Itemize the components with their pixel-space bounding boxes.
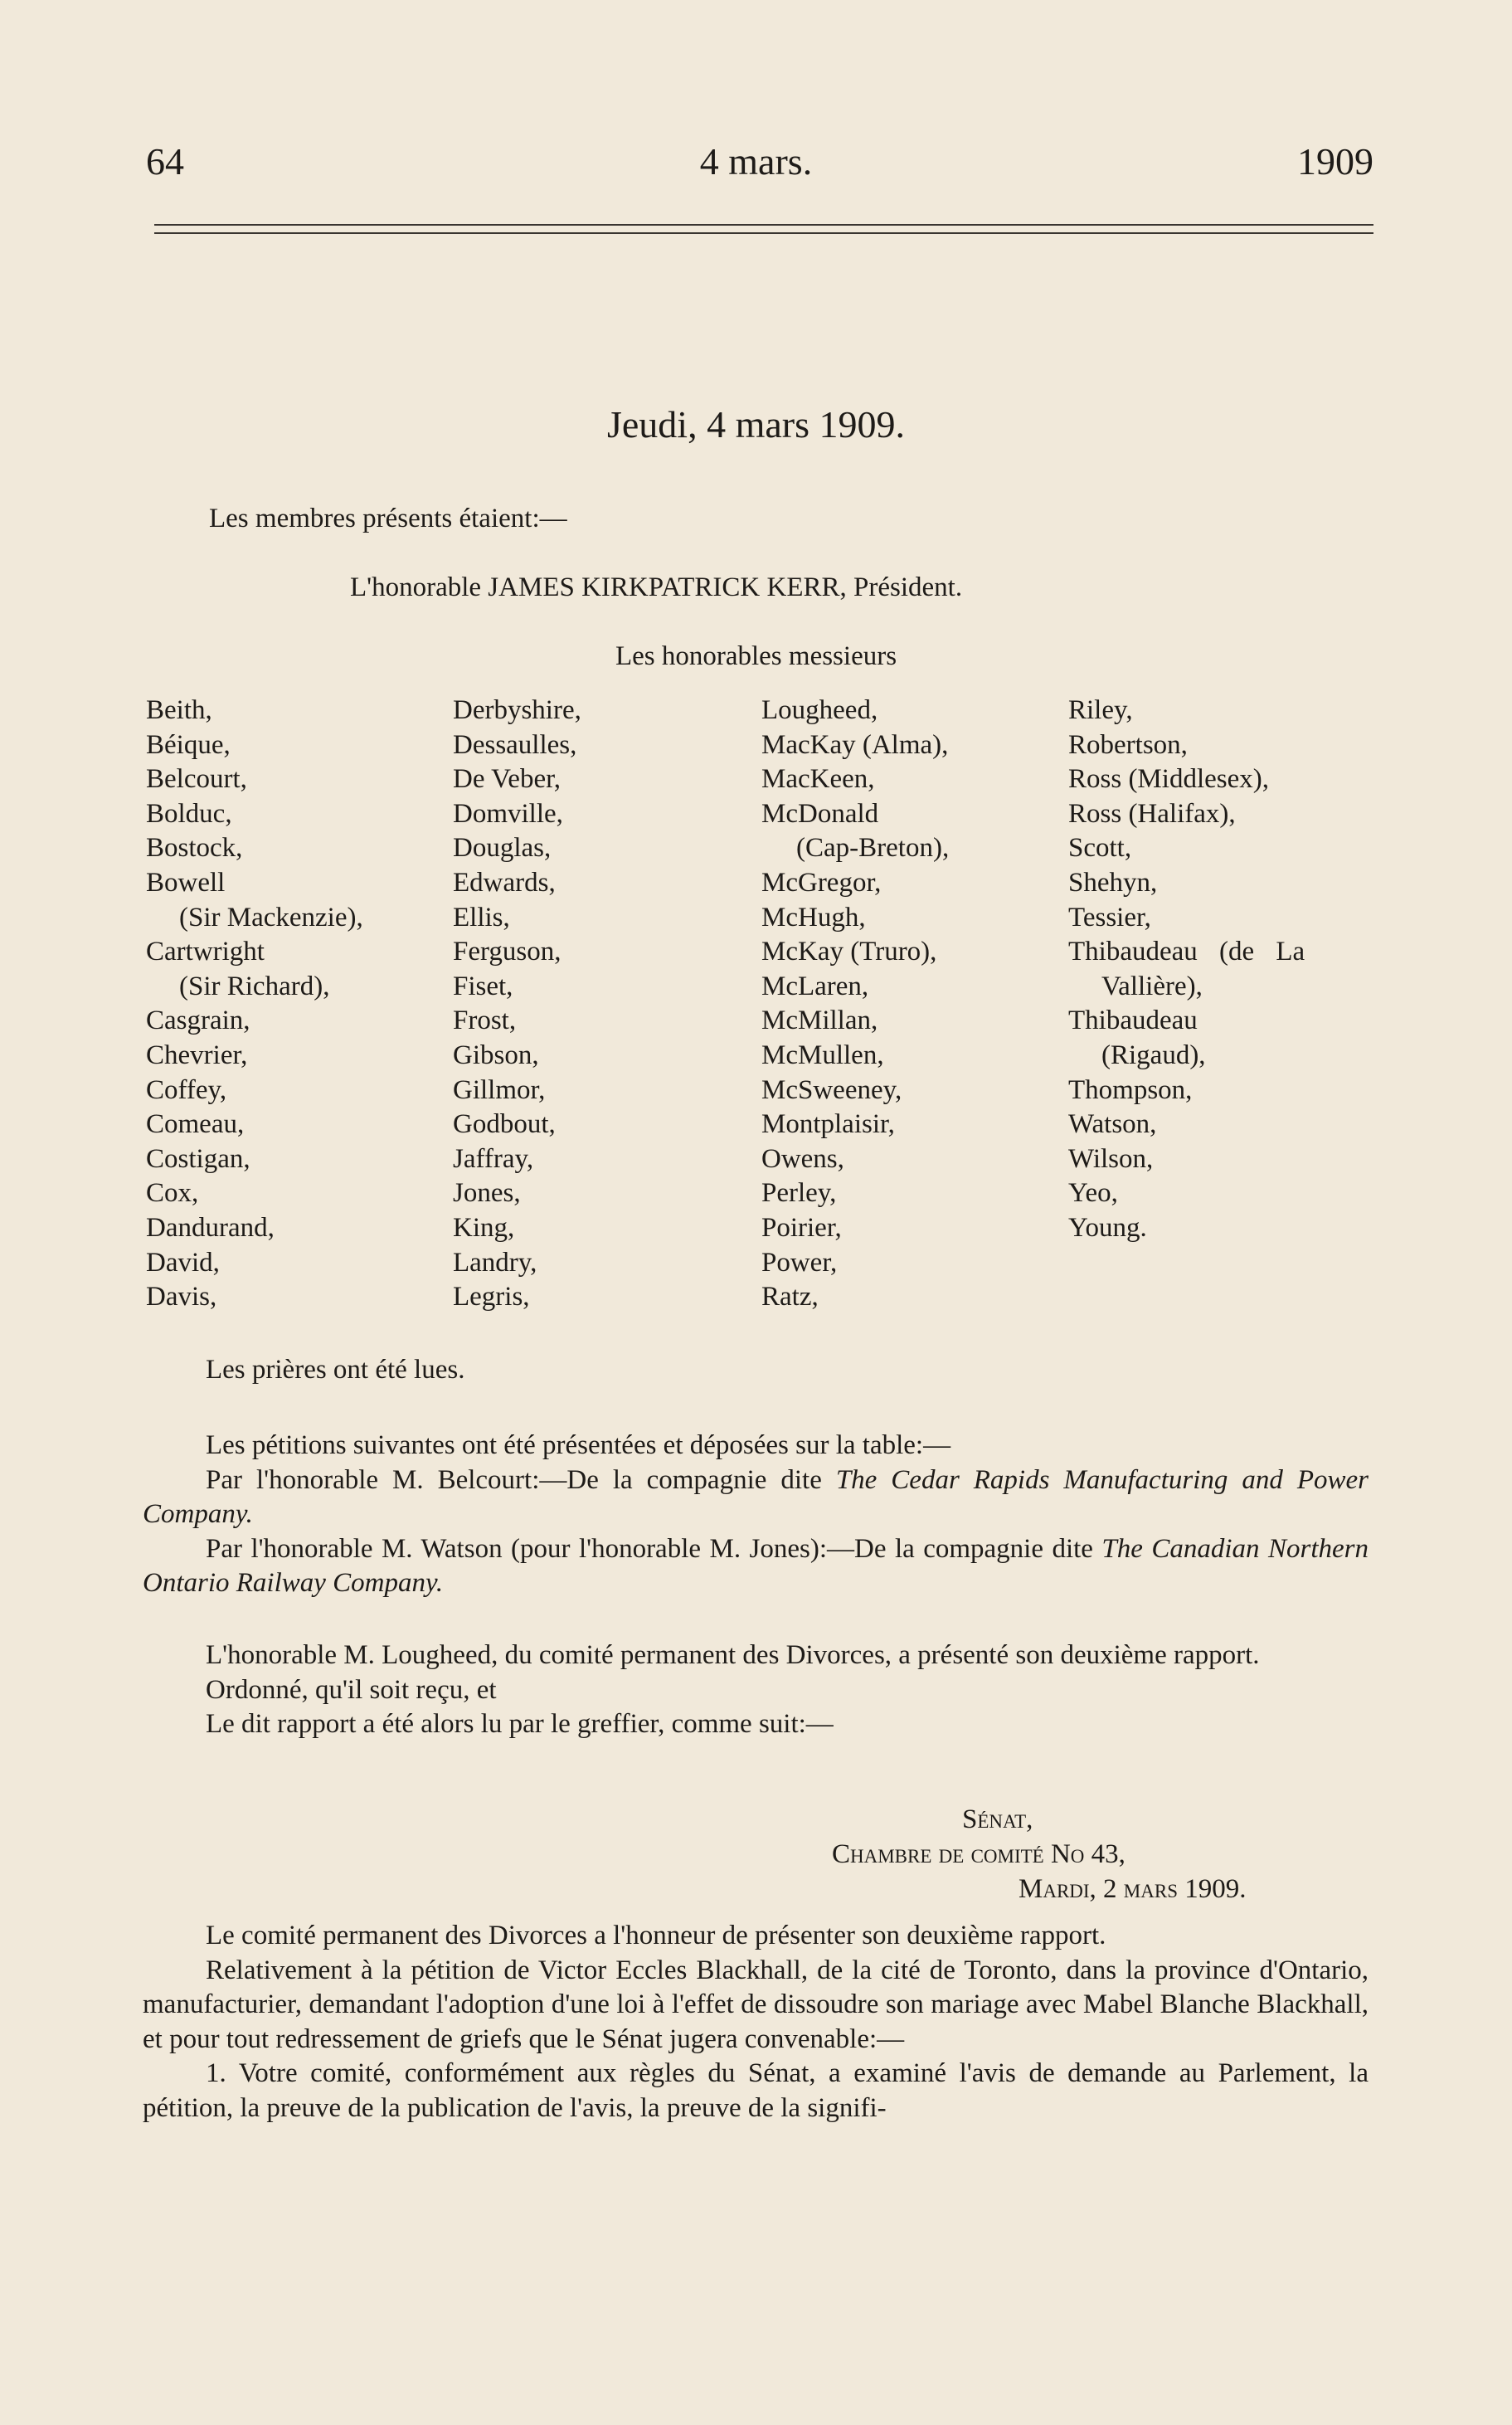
member-name: Riley, [1068, 695, 1133, 725]
member-name: Legris, [453, 1282, 530, 1312]
member-name: Young. [1068, 1212, 1147, 1243]
member-name: Ellis, [453, 902, 510, 933]
member-name: (Sir Richard), [179, 971, 330, 1001]
member-name: Ross (Halifax), [1068, 798, 1236, 829]
member-name: McDonald [761, 798, 879, 829]
member-name: Wilson, [1068, 1143, 1154, 1174]
member-name: Yeo, [1068, 1178, 1118, 1209]
member-name: Poirier, [761, 1212, 842, 1243]
member-name: Thompson, [1068, 1074, 1193, 1105]
member-name: Thibaudeau [1068, 1006, 1198, 1036]
report-paragraph: Le dit rapport a été alors lu par le greffier, comme suit:— [206, 1709, 834, 1739]
member-name: Thibaudeau (de La [1068, 937, 1305, 967]
member-name: Comeau, [146, 1109, 245, 1140]
member-name: Edwards, [453, 867, 556, 898]
member-name: Ferguson, [453, 937, 562, 967]
member-name: Ross (Middlesex), [1068, 764, 1269, 795]
member-name: Gibson, [453, 1040, 539, 1070]
member-name: MacKay (Alma), [761, 729, 949, 760]
petition-2-prefix: Par l'honorable M. Watson (pour l'honorable M. Jones):—De la compagnie dite [206, 1533, 1102, 1564]
member-name: McMullen, [761, 1040, 884, 1070]
member-name: Dandurand, [146, 1212, 275, 1243]
signature-senat: Sénat, [962, 1804, 1033, 1834]
member-name: Davis, [146, 1282, 217, 1312]
header-rule-top [154, 224, 1373, 226]
member-name: Frost, [453, 1006, 517, 1036]
member-name: Costigan, [146, 1143, 250, 1174]
member-name: Cox, [146, 1178, 199, 1209]
member-name: Cartwright [146, 937, 265, 967]
members-column-4 [1068, 694, 1305, 1246]
members-column-2 [453, 694, 581, 1315]
member-name: McLaren, [761, 971, 869, 1001]
member-name: Owens, [761, 1143, 844, 1174]
member-name: Chevrier, [146, 1040, 248, 1070]
member-name: Bostock, [146, 833, 243, 864]
member-name: Robertson, [1068, 729, 1188, 760]
body-paragraph: Relativement à la pétition de Victor Eccles Blackhall, de la cité de Toronto, dans la province d'Ontario, manufacturier, demandant l'adoption d'une loi à l'effet de dissoudre son mariage avec Mabel Blanche Blackhall, et pour tout redressement de griefs que le Sénat jugera convenable:— [143, 1955, 1369, 2054]
member-name: Ratz, [761, 1282, 819, 1312]
member-name: Jones, [453, 1178, 521, 1209]
report-paragraph: Ordonné, qu'il soit reçu, et [206, 1674, 497, 1705]
member-name: McMillan, [761, 1006, 878, 1036]
member-name: Tessier, [1068, 902, 1151, 933]
honorables-line: Les honorables messieurs [615, 641, 897, 671]
member-name: (Cap-Breton), [796, 833, 950, 864]
member-name: Perley, [761, 1178, 837, 1209]
report-paragraph: L'honorable M. Lougheed, du comité permanent des Divorces, a présenté son deuxième rapport. [206, 1640, 1260, 1670]
petition-2-company: The Canadian Northern Ontario Railway Company. [143, 1533, 1369, 1598]
member-name: McHugh, [761, 902, 866, 933]
petition-2 [143, 1532, 1369, 1601]
sitting-title: Jeudi, 4 mars 1909. [606, 403, 905, 446]
members-column-3 [761, 694, 949, 1315]
member-name: Godbout, [453, 1109, 556, 1140]
member-name: Domville, [453, 798, 563, 829]
page-number: 64 [146, 140, 184, 183]
header-date: 4 mars. [699, 140, 813, 183]
member-name: Shehyn, [1068, 867, 1158, 898]
member-name: Fiset, [453, 971, 513, 1001]
member-name: McKay (Truro), [761, 937, 937, 967]
member-name: Casgrain, [146, 1006, 250, 1036]
header-year: 1909 [1297, 140, 1373, 183]
petition-1-company: The Cedar Rapids Manufacturing and Power Company. [143, 1464, 1369, 1529]
petition-1 [143, 1463, 1369, 1532]
petitions-intro: Les pétitions suivantes ont été présentées et déposées sur la table:— [206, 1430, 951, 1460]
report-block [143, 1639, 1369, 1742]
report-body [143, 1919, 1369, 2126]
signature-date: Mardi, 2 mars 1909. [1019, 1874, 1247, 1904]
member-name: Derbyshire, [453, 695, 581, 725]
petition-1-prefix: Par l'honorable M. Belcourt:—De la compagnie dite [206, 1464, 836, 1495]
member-name: McGregor, [761, 867, 882, 898]
member-name: Montplaisir, [761, 1109, 895, 1140]
member-name: Coffey, [146, 1074, 227, 1105]
signature-chambre: Chambre de comité No 43, [832, 1839, 1125, 1869]
member-name: David, [146, 1247, 220, 1278]
members-intro: Les membres présents étaient:— [209, 504, 567, 533]
member-name: Watson, [1068, 1109, 1157, 1140]
member-name: Vallière), [1101, 971, 1203, 1001]
member-name: De Veber, [453, 764, 562, 795]
body-paragraph: 1. Votre comité, conformément aux règles du Sénat, a examiné l'avis de demande au Parlement, la pétition, la preuve de la publication de l'avis, la preuve de la signifi- [143, 2058, 1369, 2123]
member-name: McSweeney, [761, 1074, 902, 1105]
member-name: (Rigaud), [1101, 1040, 1206, 1070]
member-name: Bolduc, [146, 798, 232, 829]
member-name: Bowell [146, 867, 226, 898]
member-name: (Sir Mackenzie), [179, 902, 363, 933]
member-name: MacKeen, [761, 764, 875, 795]
members-column-1 [146, 694, 363, 1315]
member-name: Dessaulles, [453, 729, 577, 760]
president-line: L'honorable JAMES KIRKPATRICK KERR, Président. [350, 572, 963, 602]
member-name: Belcourt, [146, 764, 247, 795]
prayers-line: Les prières ont été lues. [206, 1355, 465, 1385]
body-paragraph: Le comité permanent des Divorces a l'honneur de présenter son deuxième rapport. [206, 1921, 1106, 1950]
member-name: Jaffray, [453, 1143, 534, 1174]
member-name: Scott, [1068, 833, 1132, 864]
member-name: Power, [761, 1247, 838, 1278]
header-rule-bottom [154, 232, 1373, 234]
member-name: Landry, [453, 1247, 537, 1278]
petitions-block [143, 1429, 1369, 1601]
member-name: Douglas, [453, 833, 552, 864]
member-name: Béique, [146, 729, 231, 760]
member-name: King, [453, 1212, 515, 1243]
member-name: Gillmor, [453, 1074, 546, 1105]
member-name: Beith, [146, 695, 212, 725]
member-name: Lougheed, [761, 695, 878, 725]
